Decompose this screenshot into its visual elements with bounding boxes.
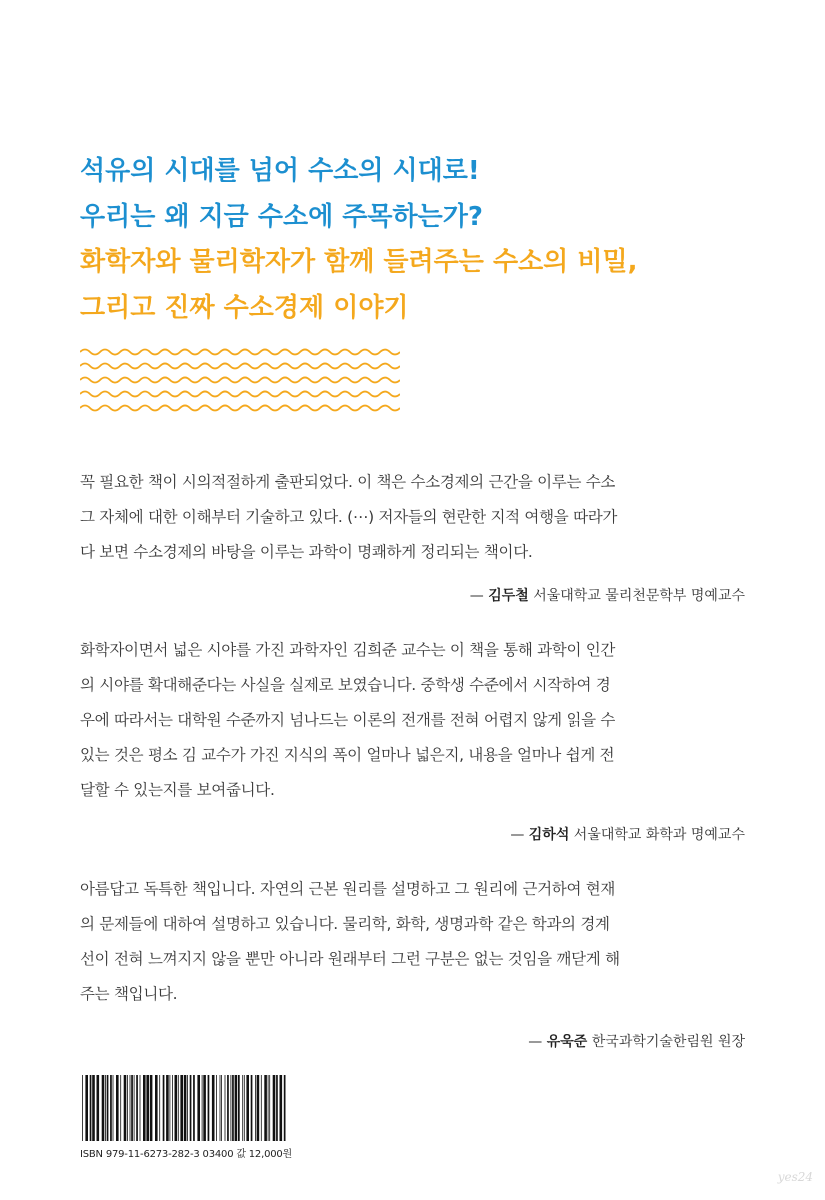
quote-line: 아름답고 독특한 책입니다. 자연의 근본 원리를 설명하고 그 원리에 근거하여 현재 [80, 880, 616, 898]
quote-line: 그 자체에 대한 이해부터 기술하고 있다. (⋯) 저자들의 현란한 지적 여행을 따라가 [80, 508, 618, 526]
subheadline-line-1: 화학자와 물리학자가 함께 들려주는 수소의 비밀, [80, 247, 638, 277]
quote-line: 꼭 필요한 책이 시의적절하게 출판되었다. 이 책은 수소경제의 근간을 이루는 수소 [80, 473, 616, 491]
quote-line: 우에 따라서는 대학원 수준까지 넘나드는 이론의 전개를 전혀 어렵지 않게 읽을 수 [80, 711, 616, 729]
watermark-logo: yes24 [777, 1170, 813, 1184]
review-quote-3 [80, 872, 745, 1012]
headline-line-2: 우리는 왜 지금 수소에 주목하는가? [80, 202, 483, 232]
subheadline-line-2: 그리고 진짜 수소경제 이야기 [80, 293, 409, 323]
quote-line: 화학자이면서 넓은 시야를 가진 과학자인 김희준 교수는 이 책을 통해 과학이 인간 [80, 641, 616, 659]
quote-line: 주는 책입니다. [80, 985, 178, 1003]
quote-line: 다 보면 수소경제의 바탕을 이루는 과학이 명쾌하게 정리되는 책이다. [80, 543, 533, 561]
wavy-lines-decoration [80, 346, 400, 426]
attribution-dash: — [469, 588, 484, 604]
reviewer-affiliation: 서울대학교 물리천문학부 명예교수 [533, 588, 745, 604]
headline-line-1: 석유의 시대를 넘어 수소의 시대로! [80, 156, 480, 186]
quote-line: 달할 수 있는지를 보여줍니다. [80, 781, 275, 799]
review-quote-1 [80, 465, 745, 570]
review-attribution-2 [510, 824, 745, 844]
review-attribution-3 [528, 1031, 745, 1051]
isbn-price-text: ISBN 979-11-6273-282-3 03400 값 12,000원 [80, 1149, 293, 1160]
review-quote-2 [80, 633, 745, 808]
quote-line: 있는 것은 평소 김 교수가 가진 지식의 폭이 얼마나 넓은지, 내용을 얼마나 쉽게 전 [80, 746, 615, 764]
reviewer-affiliation: 서울대학교 화학과 명예교수 [573, 827, 745, 843]
reviewer-name: 유욱준 [546, 1034, 588, 1050]
barcode-image [80, 1075, 290, 1141]
reviewer-affiliation: 한국과학기술한림원 원장 [591, 1034, 745, 1050]
reviewer-name: 김하석 [528, 827, 570, 843]
attribution-dash: — [510, 827, 525, 843]
reviewer-name: 김두철 [488, 588, 529, 604]
quote-line: 의 문제들에 대하여 설명하고 있습니다. 물리학, 화학, 생명과학 같은 학과의 경계 [80, 915, 610, 933]
quote-line: 선이 전혀 느껴지지 않을 뿐만 아니라 원래부터 그런 구분은 없는 것임을 깨닫게 해 [80, 950, 620, 968]
attribution-dash: — [528, 1034, 543, 1050]
quote-line: 의 시야를 확대해준다는 사실을 실제로 보였습니다. 중학생 수준에서 시작하여 경 [80, 676, 611, 694]
review-attribution-1 [470, 585, 745, 605]
